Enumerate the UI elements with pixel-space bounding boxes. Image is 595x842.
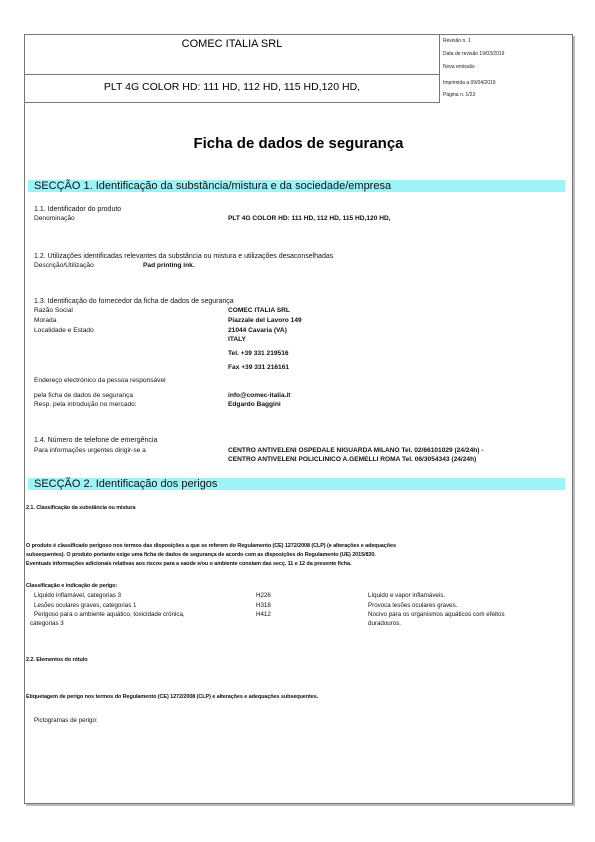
s12-heading: 1.2. Utilizações identificadas relevantes da substância ou mistura e utilizações desaconselhadas — [34, 253, 334, 260]
s13-email-label-1: Endereço electrónico da pessoa responsável — [34, 377, 166, 384]
s13-heading: 1.3. Identificação do fornecedor da ficha de dados de segurança — [34, 298, 234, 305]
hazard-desc-cont: duradouros. — [368, 620, 402, 627]
s13-tel-value: Tel. +39 331 219516 — [228, 350, 289, 357]
s13-fax-value: Fax +39 331 216161 — [228, 364, 290, 371]
hazard-name: Líquido inflamável, categorias 3 — [34, 592, 122, 599]
header-page: Página n. 1/23 — [443, 92, 476, 98]
header-revision-date: Data de revisão 19/03/2019 — [443, 51, 505, 57]
s13-social-label: Razão Social — [34, 307, 73, 314]
s13-resp-label: Resp. pela introdução no mercado: — [34, 401, 137, 408]
hazard-desc: Provoca lesões oculares graves. — [368, 602, 458, 609]
s13-locality-label: Localidade e Estado — [34, 327, 94, 334]
classification-heading: Classificação e indicação de perigo: — [26, 583, 118, 589]
hazard-name-cont: categorias 3 — [30, 620, 64, 627]
s13-social-value: COMEC ITALIA SRL — [228, 307, 290, 314]
s11-heading: 1.1. Identificador do produto — [34, 206, 122, 213]
header-new-emission: Nova emissão — [443, 64, 475, 70]
s13-email-label-2: pela ficha de dados de segurança — [34, 392, 133, 399]
s21-para-line-2: subsequentes). O produto portanto exige uma ficha de dados de segurança de acordo com as disposições do Regulamento (UE) 2015/830. — [26, 552, 376, 558]
header-product: PLT 4G COLOR HD: 111 HD, 112 HD, 115 HD,120 HD, — [103, 81, 361, 93]
s13-address-label: Morada — [34, 317, 57, 324]
s13-country-value: ITALY — [228, 336, 246, 343]
document-title: Ficha de dados de segurança — [193, 135, 404, 152]
s14-value-2: CENTRO ANTIVELENI POLICLINICO A.GEMELLI ROMA Tel. 06/3054343 (24/24h) — [228, 456, 477, 463]
hazard-desc: Líquido e vapor inflamáveis. — [368, 592, 446, 599]
s12-label: Descrição/Utilização — [34, 262, 94, 269]
hazard-code: H412 — [256, 611, 271, 618]
header-revision: Revisão n. 1 — [443, 38, 471, 44]
hazard-desc: Nocivo para os organismos aquáticos com efeitos — [368, 611, 505, 618]
s22-heading: 2.2. Elementos do rótulo — [26, 657, 88, 663]
header-divider — [24, 74, 440, 75]
s13-email-value: info@comec-italia.it — [228, 392, 291, 399]
hazard-code: H318 — [256, 602, 271, 609]
s14-label: Para informações urgentes dirigir-se a — [34, 447, 146, 454]
s13-resp-value: Edgardo Baggini — [228, 401, 281, 408]
hazard-name: Perigoso para o ambiente aquático, toxicidade crónica, — [34, 611, 185, 618]
pictograms-label: Pictogramas de perigo: — [34, 717, 98, 724]
s21-para-line-1: O produto é classificado perigoso nos termos das disposições a que se referem do Regulamento (CE) 1272/2008 (CLP) (e alterações e adequações — [26, 543, 396, 549]
hazard-name: Lesões oculares graves, categorias 1 — [34, 602, 137, 609]
s11-value: PLT 4G COLOR HD: 111 HD, 112 HD, 115 HD,120 HD, — [228, 215, 391, 222]
header-bottom-line — [24, 102, 440, 103]
s14-value-1: CENTRO ANTIVELENI OSPEDALE NIGUARDA MILANO Tel. 02/66101029 (24/24h) - — [228, 447, 484, 454]
hazard-code: H226 — [256, 592, 271, 599]
s13-address-value: Piazzale del Lavoro 149 — [228, 317, 302, 324]
s11-label: Denominação — [34, 215, 75, 222]
s14-heading: 1.4. Número de telefone de emergência — [34, 437, 158, 444]
section2-title: SECÇÃO 2. Identificação dos perigos — [34, 478, 218, 490]
s21-para-line-3: Eventuais informações adicionais relativas aos riscos para a saúde e/ou o ambiente constam das secç. 11 e 12 da presente ficha. — [26, 561, 352, 567]
label-paragraph: Etiquetagem de perigo nos termos do Regulamento (CE) 1272/2008 (CLP) e alterações e adequações subsequentes. — [26, 694, 319, 700]
s12-value: Pad printing ink. — [143, 262, 195, 269]
s21-heading: 2.1. Classificação da substância ou mistura — [26, 505, 136, 511]
s13-locality-value: 21044 Cavaria (VA) — [228, 327, 287, 334]
section1-title: SECÇÃO 1. Identificação da substância/mistura e da sociedade/empresa — [34, 180, 392, 192]
header-printed: Imprimida a 09/04/2019 — [443, 80, 496, 86]
header-company: COMEC ITALIA SRL — [181, 38, 283, 50]
